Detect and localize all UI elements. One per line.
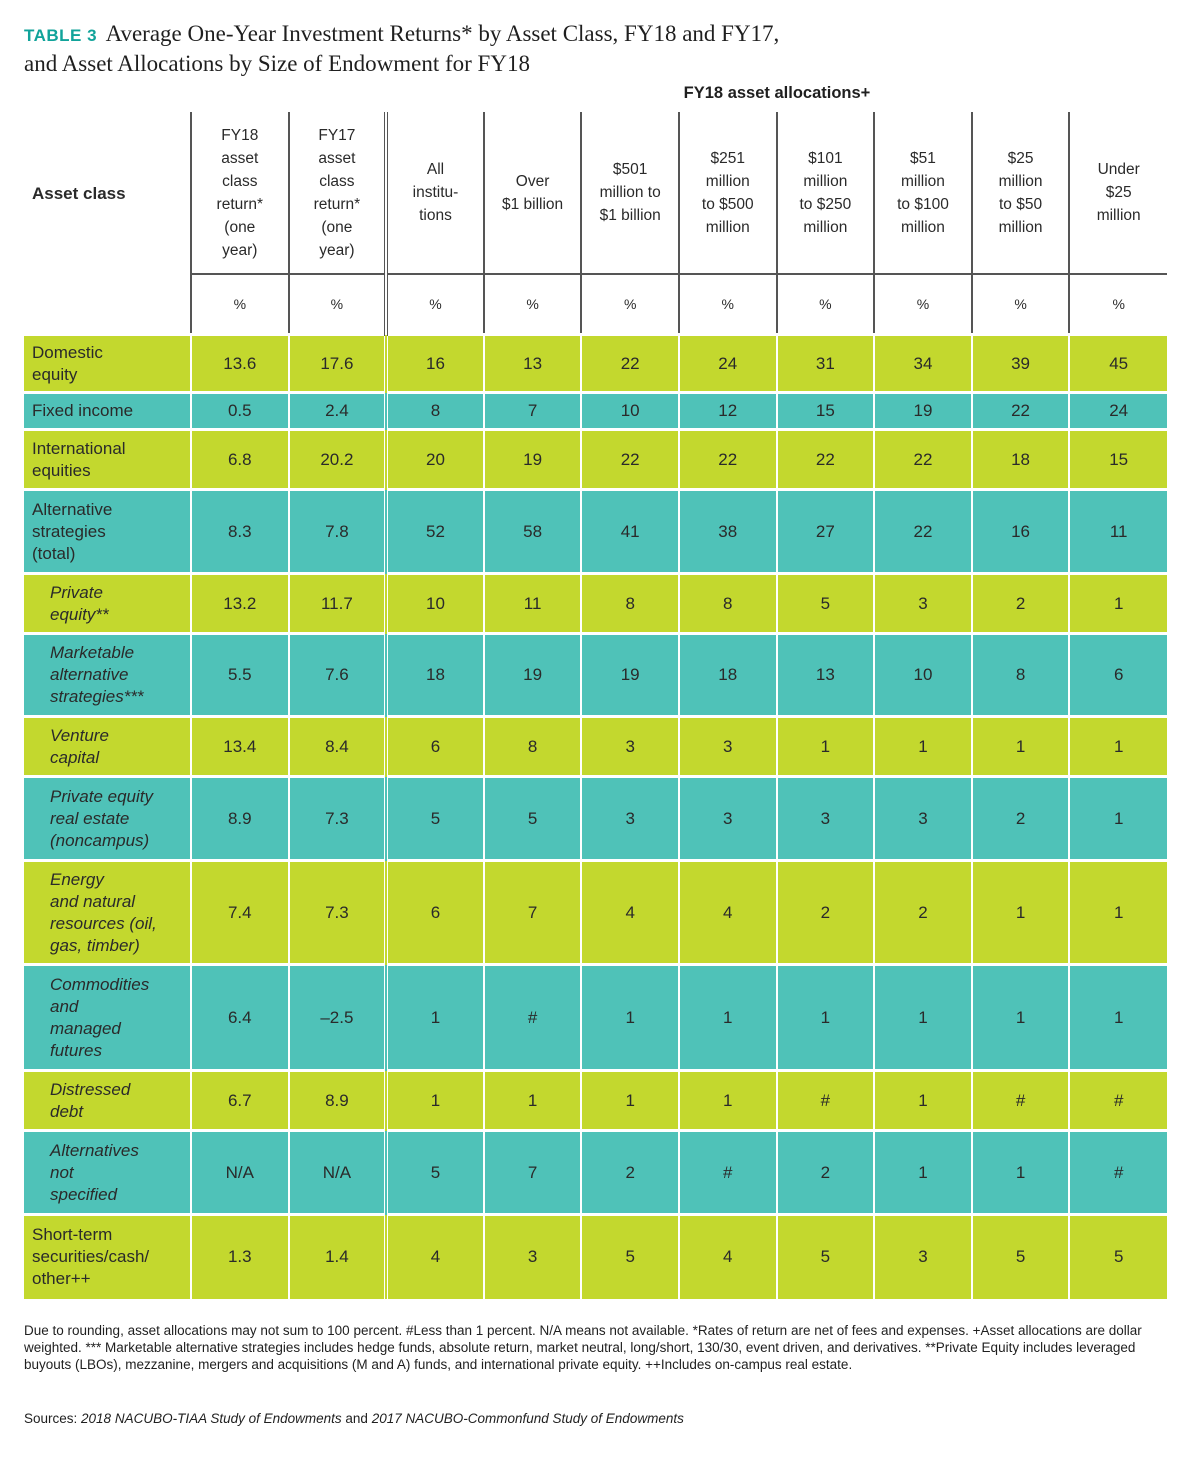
value-cell: 0.5 (191, 393, 289, 430)
value-cell: 5 (484, 777, 582, 861)
value-cell: 6.7 (191, 1071, 289, 1131)
value-cell: 15 (777, 393, 875, 430)
column-header (1069, 112, 1167, 274)
value-cell: 1 (972, 1131, 1070, 1215)
column-header-line: $101 (808, 149, 843, 167)
asset-class-label-line: Marketable (50, 643, 135, 662)
asset-class-header: Asset class (32, 183, 126, 203)
value-cell: 1 (581, 965, 679, 1071)
column-header (972, 112, 1070, 274)
unit-cell: % (777, 274, 875, 335)
sources-line (24, 1411, 1174, 1426)
asset-class-label (24, 335, 191, 393)
value-cell: 22 (874, 430, 972, 490)
column-header (581, 112, 679, 274)
value-cell: 8.3 (191, 490, 289, 574)
value-cell: 3 (581, 777, 679, 861)
unit-cell: % (874, 274, 972, 335)
asset-class-label-line: gas, timber) (50, 935, 140, 955)
value-cell: 11.7 (289, 574, 387, 634)
column-header-line: year) (222, 241, 258, 259)
asset-class-label-line: alternative (50, 665, 129, 684)
value-cell: 7 (484, 1131, 582, 1215)
value-cell: 5 (777, 574, 875, 634)
value-cell: 1 (386, 965, 484, 1071)
value-cell: 22 (581, 430, 679, 490)
value-cell: N/A (289, 1131, 387, 1215)
column-header-line: asset (221, 149, 259, 167)
column-header-line: $251 (710, 149, 745, 167)
asset-class-label-line: strategies*** (50, 687, 144, 706)
value-cell: 4 (679, 1215, 777, 1299)
value-cell: 45 (1069, 335, 1167, 393)
value-cell: # (972, 1071, 1070, 1131)
title-line-1: Average One-Year Investment Returns* by Asset Class, FY18 and FY17, (105, 21, 780, 46)
returns-allocations-table (24, 112, 1167, 1299)
value-cell: 5 (386, 1131, 484, 1215)
value-cell: 8.9 (289, 1071, 387, 1131)
column-header-line: $25 (1105, 184, 1132, 201)
value-cell: 3 (581, 717, 679, 777)
unit-cell: % (1069, 274, 1167, 335)
value-cell: 8.4 (289, 717, 387, 777)
value-cell: 2 (581, 1131, 679, 1215)
column-header-line: to $500 (701, 195, 754, 213)
unit-cell: % (972, 274, 1070, 335)
asset-class-label-line: capital (50, 747, 100, 767)
column-header-line: $501 (612, 161, 648, 178)
value-cell: 20.2 (289, 430, 387, 490)
value-cell: 13.6 (191, 335, 289, 393)
unit-cell: % (484, 274, 582, 335)
asset-class-label-line: (noncampus) (50, 830, 150, 850)
value-cell: N/A (191, 1131, 289, 1215)
asset-class-label (24, 965, 191, 1071)
unit-cell: % (289, 274, 387, 335)
column-header-line: million (900, 172, 945, 190)
column-header-line: (one (321, 218, 353, 236)
value-cell: 6.4 (191, 965, 289, 1071)
column-header-line: $51 (910, 149, 936, 167)
table-row (24, 430, 1167, 490)
value-cell: 1 (581, 1071, 679, 1131)
table-row (24, 634, 1167, 717)
column-header-line: to $100 (897, 195, 949, 213)
value-cell: 8 (484, 717, 582, 777)
value-cell: 8 (581, 574, 679, 634)
column-header (874, 112, 972, 274)
asset-class-label (24, 430, 191, 490)
table-row (24, 717, 1167, 777)
asset-class-label-line: Private (50, 582, 103, 602)
value-cell: 7.3 (289, 861, 387, 965)
column-header-line: million (998, 172, 1043, 190)
value-cell: 5 (386, 777, 484, 861)
value-cell: 5 (777, 1215, 875, 1299)
value-cell: 1 (777, 965, 875, 1071)
unit-cell: % (386, 274, 484, 335)
asset-class-label-line: and natural (50, 891, 136, 911)
table-row (24, 490, 1167, 574)
asset-class-label (24, 861, 191, 965)
value-cell: 1 (972, 965, 1070, 1071)
column-header-line: class (222, 172, 258, 190)
value-cell: 18 (679, 634, 777, 717)
column-header-line: to $50 (998, 195, 1043, 213)
table-row (24, 1071, 1167, 1131)
value-cell: 8 (386, 393, 484, 430)
asset-class-label-line: and (50, 996, 79, 1016)
value-cell: 58 (484, 490, 582, 574)
asset-class-label-line: resources (oil, (50, 913, 157, 933)
source-2017: 2017 NACUBO-Commonfund Study of Endowments (371, 1411, 684, 1426)
column-header (777, 112, 875, 274)
asset-class-label-line: real estate (50, 808, 130, 828)
asset-class-label-line: Energy (50, 869, 104, 889)
table-number: TABLE 3 (24, 26, 98, 45)
value-cell: 13 (777, 634, 875, 717)
value-cell: 3 (874, 1215, 972, 1299)
column-header-line: institu- (412, 184, 459, 201)
column-header-line: FY17 (318, 126, 356, 144)
column-header-line: to $250 (799, 195, 852, 213)
asset-class-label (24, 717, 191, 777)
column-header-line: million (803, 172, 848, 190)
table-title (24, 20, 1174, 78)
column-header (386, 112, 484, 274)
value-cell: 5 (972, 1215, 1070, 1299)
value-cell: 16 (386, 335, 484, 393)
column-header (191, 112, 289, 274)
value-cell: 13.2 (191, 574, 289, 634)
asset-class-label-line: Alternatives (50, 1140, 139, 1160)
value-cell: –2.5 (289, 965, 387, 1071)
value-cell: 24 (679, 335, 777, 393)
source-2018: 2018 NACUBO-TIAA Study of Endowments (81, 1411, 342, 1426)
value-cell: 13 (484, 335, 582, 393)
value-cell: 22 (874, 490, 972, 574)
value-cell: 5 (581, 1215, 679, 1299)
value-cell: 2 (777, 861, 875, 965)
value-cell: 12 (679, 393, 777, 430)
asset-class-label-line: Private equity (50, 786, 153, 806)
table-row (24, 777, 1167, 861)
value-cell: 10 (581, 393, 679, 430)
value-cell: 8.9 (191, 777, 289, 861)
value-cell: # (1069, 1131, 1167, 1215)
column-header (679, 112, 777, 274)
value-cell: # (484, 965, 582, 1071)
table-row (24, 574, 1167, 634)
asset-class-label-line: Distressed (50, 1079, 131, 1099)
column-header-line: $1 billion (599, 207, 661, 224)
value-cell: 22 (972, 393, 1070, 430)
footnotes: Due to rounding, asset allocations may not sum to 100 percent. #Less than 1 percent. N/A means not available. *Rates of return are net of fees and expenses. +Asset allocations are dollar weighted. *** Marketable alternative strategies includes hedge funds, absolute return, market neutral, long/short, 130/30, event driven, and derivatives. **Private Equity includes leveraged buyouts (LBOs), mezzanine, mergers and acquisitions (M and A) funds, and international private equity. ++Includes on-campus real estate. (24, 1323, 1142, 1372)
table-row (24, 1131, 1167, 1215)
value-cell: 1 (679, 965, 777, 1071)
value-cell: 1 (972, 861, 1070, 965)
asset-class-label (24, 574, 191, 634)
table-body (24, 335, 1167, 1299)
value-cell: 20 (386, 430, 484, 490)
value-cell: 3 (874, 777, 972, 861)
column-header-line: $1 billion (501, 195, 564, 213)
asset-class-label-line: strategies (32, 521, 106, 541)
value-cell: 1.4 (289, 1215, 387, 1299)
column-header-line: class (319, 172, 355, 190)
value-cell: 7.4 (191, 861, 289, 965)
value-cell: # (679, 1131, 777, 1215)
value-cell: # (1069, 1071, 1167, 1131)
column-header-line: $25 (1007, 149, 1034, 167)
value-cell: 4 (679, 861, 777, 965)
value-cell: 1.3 (191, 1215, 289, 1299)
value-cell: 19 (874, 393, 972, 430)
value-cell: 22 (777, 430, 875, 490)
value-cell: 2 (972, 574, 1070, 634)
value-cell: 3 (874, 574, 972, 634)
value-cell: 3 (679, 777, 777, 861)
value-cell: 1 (386, 1071, 484, 1131)
value-cell: 8 (679, 574, 777, 634)
asset-class-label-line: debt (50, 1101, 84, 1121)
column-header (289, 112, 387, 274)
value-cell: 18 (972, 430, 1070, 490)
value-cell: 18 (386, 634, 484, 717)
asset-class-label (24, 777, 191, 861)
value-cell: 17.6 (289, 335, 387, 393)
value-cell: 2.4 (289, 393, 387, 430)
value-cell: 2 (874, 861, 972, 965)
value-cell: 6 (386, 717, 484, 777)
column-header-line: million (705, 172, 750, 190)
asset-class-label-line: equity (32, 364, 78, 384)
value-cell: 6 (386, 861, 484, 965)
value-cell: 27 (777, 490, 875, 574)
value-cell: 13.4 (191, 717, 289, 777)
column-header-line: (one (224, 218, 256, 236)
value-cell: 1 (679, 1071, 777, 1131)
title-line-2: and Asset Allocations by Size of Endowment for FY18 (24, 51, 530, 76)
asset-class-label (24, 634, 191, 717)
asset-class-label (24, 490, 191, 574)
asset-class-label-line: Venture (50, 725, 109, 745)
table-row (24, 335, 1167, 393)
value-cell: 5 (1069, 1215, 1167, 1299)
value-cell: 19 (484, 430, 582, 490)
asset-class-label-line: Commodities (50, 974, 150, 994)
value-cell: 19 (581, 634, 679, 717)
value-cell: 1 (484, 1071, 582, 1131)
value-cell: 3 (484, 1215, 582, 1299)
value-cell: 1 (1069, 574, 1167, 634)
value-cell: 7 (484, 861, 582, 965)
value-cell: 4 (581, 861, 679, 965)
asset-class-label (24, 1215, 191, 1299)
value-cell: 4 (386, 1215, 484, 1299)
asset-class-label-line: Fixed income (32, 401, 134, 420)
value-cell: 34 (874, 335, 972, 393)
value-cell: 2 (972, 777, 1070, 861)
unit-row (24, 274, 1167, 335)
value-cell: 3 (777, 777, 875, 861)
value-cell: 7 (484, 393, 582, 430)
sources-prefix: Sources: (24, 1411, 82, 1426)
column-header-line: All (426, 161, 445, 178)
column-header (484, 112, 582, 274)
value-cell: 1 (777, 717, 875, 777)
column-header-line: Over (515, 172, 550, 190)
table-row (24, 965, 1167, 1071)
column-header-line: million (803, 218, 848, 236)
asset-class-label-line: (total) (32, 543, 76, 563)
unit-cell: % (679, 274, 777, 335)
asset-class-label (24, 1071, 191, 1131)
column-header-line: million (900, 218, 945, 236)
value-cell: 22 (679, 430, 777, 490)
value-cell: 7.3 (289, 777, 387, 861)
value-cell: 7.8 (289, 490, 387, 574)
value-cell: 22 (581, 335, 679, 393)
value-cell: 6.8 (191, 430, 289, 490)
value-cell: 24 (1069, 393, 1167, 430)
value-cell: 1 (1069, 965, 1167, 1071)
asset-class-label-line: Alternative (32, 499, 113, 519)
column-header-row (24, 112, 1167, 274)
value-cell: 31 (777, 335, 875, 393)
asset-class-label-line: International (32, 438, 126, 458)
value-cell: 52 (386, 490, 484, 574)
table-row (24, 393, 1167, 430)
value-cell: 6 (1069, 634, 1167, 717)
column-header-line: asset (318, 149, 356, 167)
table-row (24, 861, 1167, 965)
value-cell: 1 (1069, 717, 1167, 777)
value-cell: 39 (972, 335, 1070, 393)
value-cell: 10 (386, 574, 484, 634)
asset-class-label-line: securities/cash/ (32, 1247, 150, 1267)
asset-class-label (24, 393, 191, 430)
value-cell: # (777, 1071, 875, 1131)
value-cell: 1 (874, 717, 972, 777)
value-cell: 5.5 (191, 634, 289, 717)
asset-class-label-line: Domestic (32, 342, 103, 362)
table-row (24, 1215, 1167, 1299)
value-cell: 10 (874, 634, 972, 717)
value-cell: 2 (777, 1131, 875, 1215)
value-cell: 15 (1069, 430, 1167, 490)
value-cell: 11 (484, 574, 582, 634)
value-cell: 38 (679, 490, 777, 574)
value-cell: 11 (1069, 490, 1167, 574)
asset-class-label-line: not (50, 1162, 74, 1182)
unit-cell: % (191, 274, 289, 335)
column-header-line: return* (313, 195, 361, 213)
column-header-line: million (1096, 207, 1141, 224)
value-cell: 8 (972, 634, 1070, 717)
column-header-line: million (705, 218, 750, 236)
asset-class-label-line: specified (50, 1184, 118, 1204)
sources-joiner: and (341, 1411, 372, 1426)
column-header-line: million (998, 218, 1043, 236)
allocations-group-header: FY18 asset allocations+ (683, 84, 871, 102)
unit-label-cell (24, 274, 191, 335)
asset-class-label-line: managed (50, 1018, 121, 1038)
column-header-line: return* (216, 195, 264, 213)
value-cell: 1 (874, 965, 972, 1071)
column-header-line: year) (319, 241, 355, 259)
asset-class-label-line: Short-term (32, 1225, 113, 1245)
column-header-line: tions (419, 207, 452, 224)
value-cell: 16 (972, 490, 1070, 574)
asset-class-label-line: equity** (50, 604, 109, 624)
unit-cell: % (581, 274, 679, 335)
value-cell: 41 (581, 490, 679, 574)
asset-class-label (24, 1131, 191, 1215)
value-cell: 3 (679, 717, 777, 777)
column-header-line: million to (599, 184, 661, 201)
column-header-line: FY18 (221, 126, 259, 144)
value-cell: 1 (1069, 861, 1167, 965)
column-header-line: Under (1097, 161, 1140, 178)
value-cell: 19 (484, 634, 582, 717)
value-cell: 1 (972, 717, 1070, 777)
value-cell: 1 (874, 1131, 972, 1215)
value-cell: 1 (1069, 777, 1167, 861)
asset-class-label-line: other++ (32, 1269, 91, 1289)
value-cell: 1 (874, 1071, 972, 1131)
asset-class-label-line: equities (32, 460, 91, 480)
value-cell: 7.6 (289, 634, 387, 717)
asset-class-label-line: futures (50, 1040, 102, 1060)
